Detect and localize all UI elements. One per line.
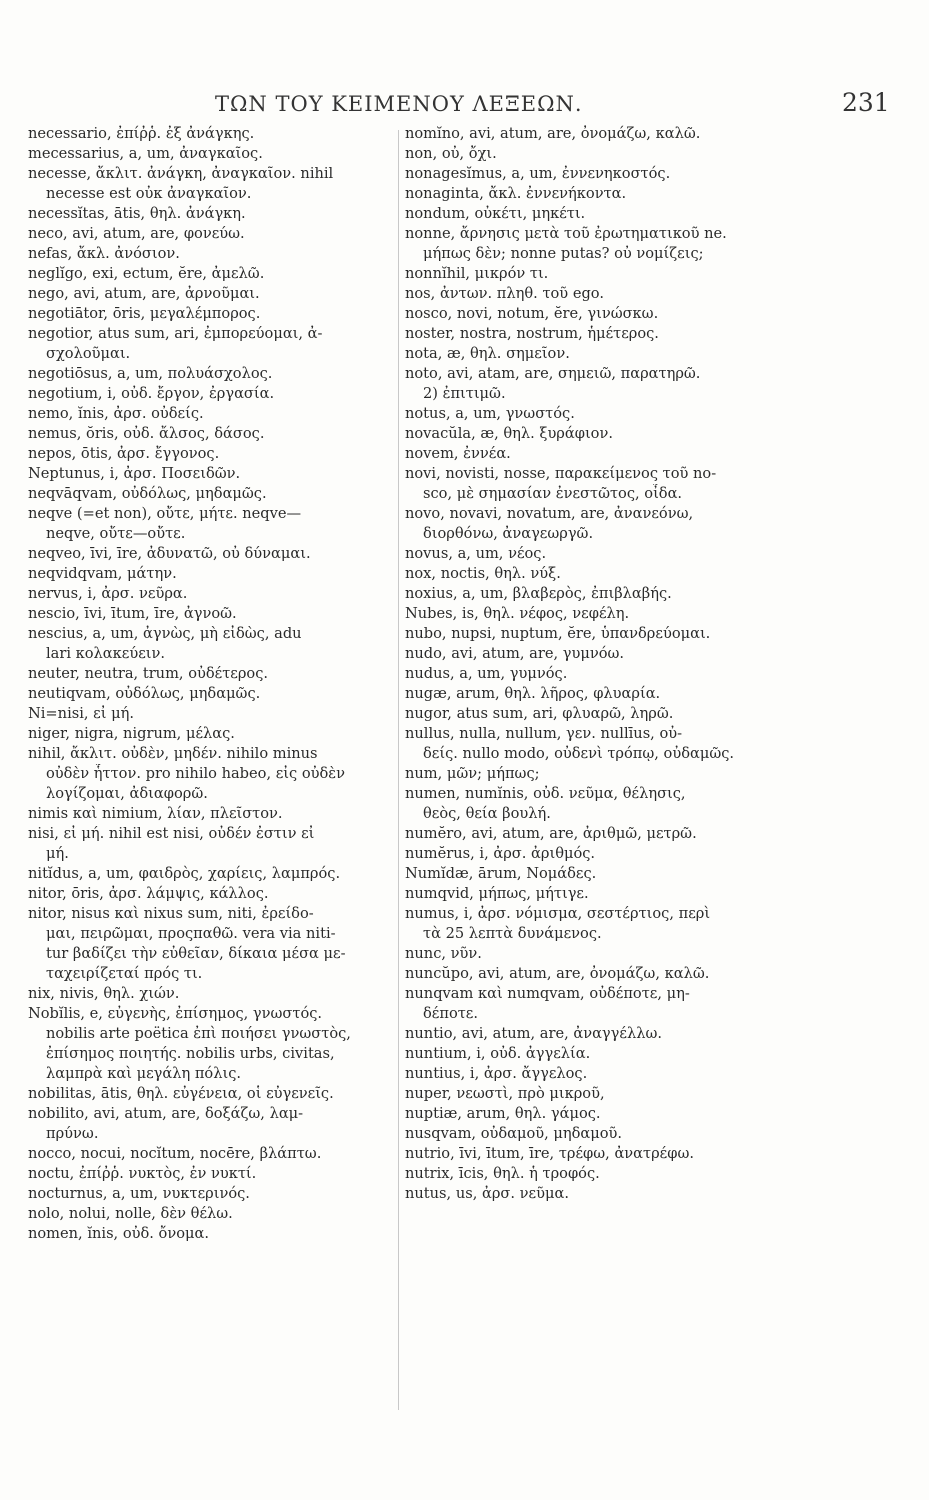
dictionary-entry-line: necessĭtas, ātis, θηλ. ἀνάγκη. [28, 205, 246, 222]
dictionary-entry-line: negotiōsus, a, um, πολυάσχολος. [28, 365, 273, 382]
dictionary-entry-line: nuntius, i, ἀρσ. ἄγγελος. [405, 1065, 588, 1082]
dictionary-entry-line: num, μῶν; μήπως; [405, 765, 540, 782]
dictionary-entry-line: nonagesĭmus, a, um, ἐννενηκοστός. [405, 165, 671, 182]
dictionary-entry-line: Nubes, is, θηλ. νέφος, νεφέλη. [405, 605, 630, 622]
dictionary-entry-line: neco, avi, atum, are, φονεύω. [28, 225, 245, 242]
dictionary-entry-line: οὐδὲν ἧττον. pro nihilo habeo, εἰς οὐδὲν [46, 765, 345, 782]
dictionary-entry-line: nunqvam καὶ numqvam, οὐδέποτε, μη- [405, 985, 690, 1002]
dictionary-entry-line: nix, nivis, θηλ. χιών. [28, 985, 180, 1002]
dictionary-entry-line: 2) ἐπιτιμῶ. [423, 385, 506, 402]
right-column [405, 124, 775, 1204]
dictionary-entry-line: nervus, i, ἀρσ. νεῦρα. [28, 585, 188, 602]
dictionary-entry-line: nobilis arte poëtica ἐπὶ ποιήσει γνωστὸς, [46, 1025, 351, 1042]
dictionary-entry-line: μήπως δὲν; nonne putas? οὐ νομίζεις; [423, 245, 704, 262]
dictionary-entry-line: nobilitas, ātis, θηλ. εὐγένεια, οἱ εὐγενεῖς. [28, 1085, 334, 1102]
column-divider [398, 130, 399, 1410]
dictionary-entry-line: Nobĭlis, e, εὐγενὴς, ἐπίσημος, γνωστός. [28, 1005, 323, 1022]
dictionary-entry-line: nutus, us, ἀρσ. νεῦμα. [405, 1185, 569, 1202]
dictionary-entry-line: ἐπίσημος ποιητής. nobilis urbs, civitas, [46, 1045, 335, 1062]
dictionary-entry-line: neqve (=et non), οὔτε, μήτε. neqve— [28, 505, 302, 522]
dictionary-entry-line: nosco, novi, notum, ĕre, γινώσκω. [405, 305, 659, 322]
dictionary-entry-line: mecessarius, a, um, ἀναγκαῖος. [28, 145, 263, 162]
dictionary-entry-line: novacŭla, æ, θηλ. ξυράφιον. [405, 425, 613, 442]
dictionary-entry-line: notus, a, um, γνωστός. [405, 405, 575, 422]
dictionary-entry-line: nescius, a, um, ἀγνὼς, μὴ εἰδὼς, adu [28, 625, 302, 642]
dictionary-entry-line: necesse est οὐκ ἀναγκαῖον. [46, 185, 252, 202]
dictionary-entry-line: nocturnus, a, um, νυκτερινός. [28, 1185, 250, 1202]
dictionary-entry-line: nemo, ĭnis, ἀρσ. οὐδείς. [28, 405, 204, 422]
dictionary-entry-line: ταχειρίζεταί πρός τι. [46, 965, 203, 982]
dictionary-entry-line: nomĭno, avi, atum, are, ὀνομάζω, καλῶ. [405, 125, 701, 142]
dictionary-entry-line: necesse, ἄκλιτ. ἀνάγκη, ἀναγκαῖον. nihil [28, 165, 334, 182]
dictionary-entry-line: nusqvam, οὐδαμοῦ, μηδαμοῦ. [405, 1125, 623, 1142]
dictionary-entry-line: numĕrus, i, ἀρσ. ἀριθμός. [405, 845, 596, 862]
dictionary-entry-line: nudus, a, um, γυμνός. [405, 665, 568, 682]
dictionary-entry-line: tur βαδίζει τὴν εὐθεῖαν, δίκαια μέσα με- [46, 945, 346, 962]
dictionary-entry-line: nefas, ἄκλ. ἀνόσιον. [28, 245, 180, 262]
dictionary-entry-line: nocco, nocui, nocĭtum, nocēre, βλάπτω. [28, 1145, 322, 1162]
dictionary-entry-line: nutrio, īvi, ītum, īre, τρέφω, ἀνατρέφω. [405, 1145, 694, 1162]
dictionary-entry-line: non, οὐ, ὄχι. [405, 145, 497, 162]
dictionary-entry-line: nemus, ŏris, οὐδ. ἄλσος, δάσος. [28, 425, 265, 442]
dictionary-entry-line: τὰ 25 λεπτὰ δυνάμενος. [423, 925, 602, 942]
dictionary-entry-line: nondum, οὐκέτι, μηκέτι. [405, 205, 586, 222]
dictionary-entry-line: nutrix, īcis, θηλ. ἡ τροφός. [405, 1165, 600, 1182]
dictionary-entry-line: nonnĭhil, μικρόν τι. [405, 265, 549, 282]
dictionary-entry-line: nolo, nolui, nolle, δὲν θέλω. [28, 1205, 233, 1222]
dictionary-entry-line: novus, a, um, νέος. [405, 545, 547, 562]
dictionary-entry-line: nugæ, arum, θηλ. λῆρος, φλυαρία. [405, 685, 661, 702]
dictionary-entry-line: nubo, nupsi, nuptum, ĕre, ὑπανδρεύομαι. [405, 625, 711, 642]
left-column [28, 124, 394, 1244]
dictionary-entry-line: nuncŭpo, avi, atum, are, ὀνομάζω, καλῶ. [405, 965, 710, 982]
dictionary-entry-line: numĕro, avi, atum, are, ἀριθμῶ, μετρῶ. [405, 825, 697, 842]
dictionary-entry-line: Ni=nisi, εἰ μή. [28, 705, 134, 722]
dictionary-entry-line: nihil, ἄκλιτ. οὐδὲν, μηδέν. nihilo minus [28, 745, 318, 762]
dictionary-entry-line: sco, μὲ σημασίαν ἐνεστῶτος, οἶδα. [423, 485, 683, 502]
dictionary-entry-line: numen, numĭnis, οὐδ. νεῦμα, θέλησις, [405, 785, 686, 802]
dictionary-entry-line: numqvid, μήπως, μήτιγε. [405, 885, 589, 902]
dictionary-entry-line: nitĭdus, a, um, φαιδρὸς, χαρίεις, λαμπρός. [28, 865, 341, 882]
dictionary-entry-line: nisi, εἰ μή. nihil est nisi, οὐδέν ἐστιν εἰ [28, 825, 315, 842]
dictionary-entry-line: negotium, i, οὐδ. ἔργον, ἐργασία. [28, 385, 275, 402]
running-title: ΤΩΝ ΤΟΥ ΚΕΙΜΕΝΟΥ ΛΕΞΕΩΝ. [215, 92, 583, 116]
dictionary-entry-line: Neptunus, i, ἀρσ. Ποσειδῶν. [28, 465, 241, 482]
dictionary-entry-line: noxius, a, um, βλαβερὸς, ἐπιβλαβής. [405, 585, 672, 602]
dictionary-entry-line: lari κολακεύειν. [46, 645, 166, 662]
dictionary-entry-line: negotior, atus sum, ari, ἐμπορεύομαι, ἀ- [28, 325, 323, 342]
dictionary-entry-line: neglĭgo, exi, ectum, ĕre, ἀμελῶ. [28, 265, 265, 282]
dictionary-entry-line: neqve, οὔτε—οὔτε. [46, 525, 186, 542]
dictionary-entry-line: noto, avi, atam, are, σημειῶ, παρατηρῶ. [405, 365, 701, 382]
dictionary-entry-line: nuntio, avi, atum, are, ἀναγγέλλω. [405, 1025, 662, 1042]
dictionary-entry-line: λαμπρὰ καὶ μεγάλη πόλις. [46, 1065, 242, 1082]
dictionary-entry-line: διορθόνω, ἀναγεωργῶ. [423, 525, 594, 542]
dictionary-entry-line: nuntium, i, οὐδ. ἀγγελία. [405, 1045, 591, 1062]
dictionary-entry-line: nullus, nulla, nullum, γεν. nullīus, οὐ- [405, 725, 683, 742]
dictionary-entry-line: nitor, nisus καὶ nixus sum, niti, ἐρείδο- [28, 905, 314, 922]
dictionary-entry-line: θεὸς, θεία βουλή. [423, 805, 551, 822]
dictionary-entry-line: μαι, πειρῶμαι, προςπαθῶ. vera via niti- [46, 925, 336, 942]
dictionary-entry-line: nunc, νῦν. [405, 945, 482, 962]
dictionary-entry-line: nonne, ἄρνησις μετὰ τοῦ ἐρωτηματικοῦ ne. [405, 225, 727, 242]
dictionary-entry-line: nego, avi, atum, are, ἀρνοῦμαι. [28, 285, 260, 302]
dictionary-entry-line: nomen, ĭnis, οὐδ. ὄνομα. [28, 1225, 209, 1242]
dictionary-entry-line: nescio, īvi, ītum, īre, ἀγνοῶ. [28, 605, 237, 622]
dictionary-entry-line: nitor, ōris, ἀρσ. λάμψις, κάλλος. [28, 885, 269, 902]
dictionary-entry-line: Numĭdæ, ārum, Νομάδες. [405, 865, 597, 882]
dictionary-entry-line: nobilito, avi, atum, are, δοξάζω, λαμ- [28, 1105, 304, 1122]
dictionary-entry-line: nox, noctis, θηλ. νύξ. [405, 565, 561, 582]
dictionary-entry-line: noster, nostra, nostrum, ἡμέτερος. [405, 325, 659, 342]
dictionary-entry-line: neqvāqvam, οὐδόλως, μηδαμῶς. [28, 485, 267, 502]
dictionary-entry-line: neutiqvam, οὐδόλως, μηδαμῶς. [28, 685, 261, 702]
dictionary-entry-line: numus, i, ἀρσ. νόμισμα, σεστέρτιος, περὶ [405, 905, 711, 922]
dictionary-entry-line: neqveo, īvi, īre, ἀδυνατῶ, οὐ δύναμαι. [28, 545, 311, 562]
dictionary-entry-line: nuper, νεωστὶ, πρὸ μικροῦ, [405, 1085, 605, 1102]
dictionary-entry-line: nonaginta, ἄκλ. ἐννενήκοντα. [405, 185, 627, 202]
dictionary-entry-line: δείς. nullo modo, οὐδενὶ τρόπῳ, οὐδαμῶς. [423, 745, 735, 762]
dictionary-entry-line: novi, novisti, nosse, παρακείμενος τοῦ no- [405, 465, 717, 482]
dictionary-entry-line: μή. [46, 845, 69, 862]
dictionary-entry-line: novem, ἐννέα. [405, 445, 511, 462]
dictionary-entry-line: σχολοῦμαι. [46, 345, 131, 362]
dictionary-entry-line: nugor, atus sum, ari, φλυαρῶ, ληρῶ. [405, 705, 674, 722]
dictionary-entry-line: nimis καὶ nimium, λίαν, πλεῖστον. [28, 805, 283, 822]
dictionary-entry-line: neqvidqvam, μάτην. [28, 565, 177, 582]
dictionary-entry-line: δέποτε. [423, 1005, 478, 1022]
dictionary-entry-line: nos, ἀντων. πληθ. τοῦ ego. [405, 285, 604, 302]
dictionary-entry-line: noctu, ἐπίῤῥ. νυκτὸς, ἐν νυκτί. [28, 1165, 257, 1182]
dictionary-entry-line: negotiātor, ōris, μεγαλέμπορος. [28, 305, 261, 322]
dictionary-entry-line: neuter, neutra, trum, οὐδέτερος. [28, 665, 269, 682]
dictionary-entry-line: niger, nigra, nigrum, μέλας. [28, 725, 235, 742]
dictionary-entry-line: λογίζομαι, ἀδιαφορῶ. [46, 785, 208, 802]
dictionary-entry-line: nepos, ōtis, ἀρσ. ἔγγονος. [28, 445, 220, 462]
dictionary-entry-line: novo, novavi, novatum, are, ἀνανεόνω, [405, 505, 694, 522]
page-number: 231 [842, 88, 890, 117]
dictionary-entry-line: nudo, avi, atum, are, γυμνόω. [405, 645, 625, 662]
dictionary-entry-line: nuptiæ, arum, θηλ. γάμος. [405, 1105, 601, 1122]
dictionary-entry-line: nota, æ, θηλ. σημεῖον. [405, 345, 570, 362]
dictionary-entry-line: necessario, ἐπίῤῥ. ἐξ ἀνάγκης. [28, 125, 255, 142]
dictionary-entry-line: πρύνω. [46, 1125, 99, 1142]
